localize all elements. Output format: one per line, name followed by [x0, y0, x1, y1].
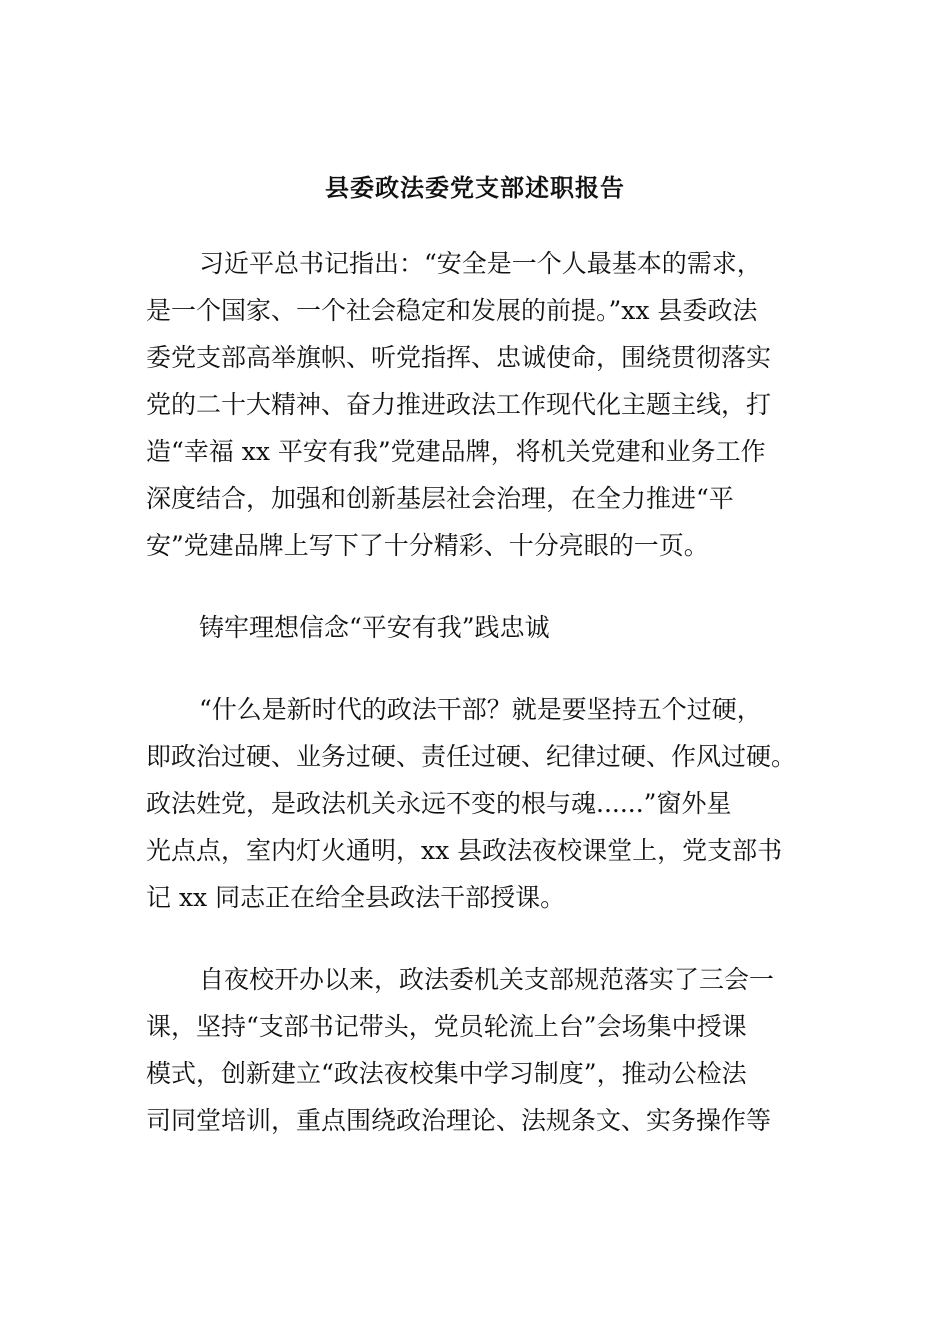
- paragraph-intro: [146, 240, 816, 569]
- paragraph-line: 司同堂培训，重点围绕政治理论、法规条文、实务操作等: [146, 1106, 772, 1135]
- paragraph-line: 安”党建品牌上写下了十分精彩、十分亮眼的一页。: [146, 531, 709, 560]
- paragraph-night-school: [146, 956, 816, 1144]
- paragraph-line: 课，坚持“支部书记带头，党员轮流上台”会场集中授课: [146, 1012, 747, 1041]
- paragraph-line: 模式，创新建立“政法夜校集中学习制度”，推动公检法: [146, 1059, 747, 1088]
- paragraph-line: 党的二十大精神、奋力推进政法工作现代化主题主线，打: [146, 390, 772, 419]
- paragraph-line: 自夜校开办以来，政法委机关支部规范落实了三会一: [199, 965, 775, 994]
- paragraph-line: 深度结合，加强和创新基层社会治理，在全力推进“平: [146, 484, 734, 513]
- paragraph-line: 委党支部高举旗帜、听党指挥、忠诚使命，围绕贯彻落实: [146, 343, 772, 372]
- paragraph-line: 政法姓党，是政法机关永远不变的根与魂......”窗外星: [146, 789, 732, 818]
- paragraph-quote: [146, 686, 816, 921]
- document-body: [146, 240, 816, 1179]
- section-heading: 铸牢理想信念“平安有我”践忠诚: [199, 613, 550, 642]
- paragraph-line: 是一个国家、一个社会稳定和发展的前提。”xx 县委政法: [146, 296, 758, 325]
- paragraph-line: “什么是新时代的政法干部？就是要坚持五个过硬，: [199, 695, 762, 724]
- paragraph-line: 记 xx 同志正在给全县政法干部授课。: [146, 883, 566, 912]
- document-title: 县委政法委党支部述职报告: [325, 173, 625, 202]
- paragraph-line: 光点点，室内灯火通明，xx 县政法夜校课堂上，党支部书: [146, 836, 783, 865]
- paragraph-line: 习近平总书记指出：“安全是一个人最基本的需求，: [199, 249, 762, 278]
- paragraph-line: 即政治过硬、业务过硬、责任过硬、纪律过硬、作风过硬。: [146, 742, 797, 771]
- paragraph-line: 造“幸福 xx 平安有我”党建品牌，将机关党建和业务工作: [146, 437, 766, 466]
